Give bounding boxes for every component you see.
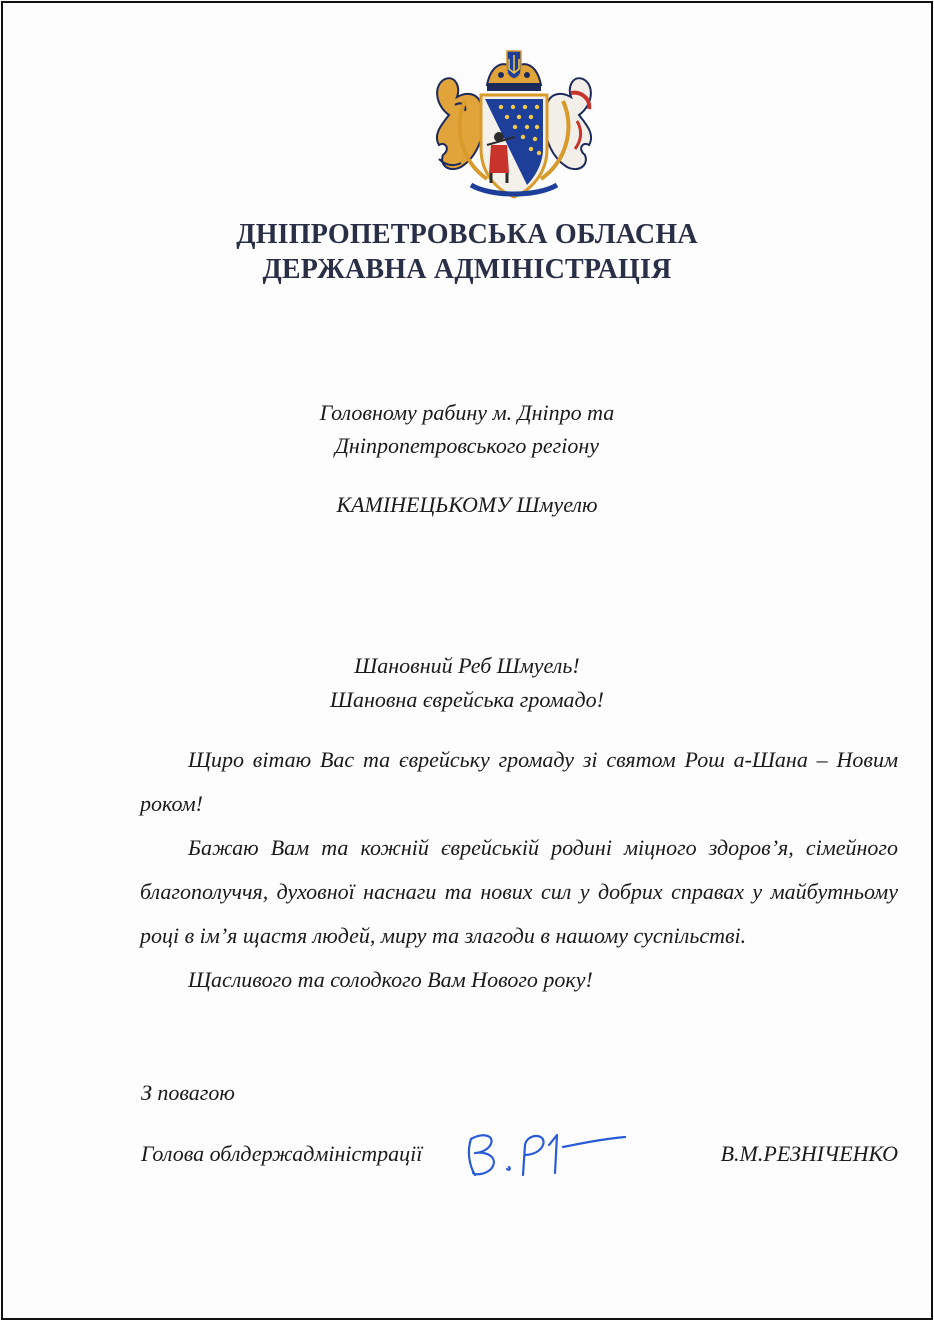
signer-role: Голова облдержадміністрації <box>141 1141 423 1166</box>
signer-name: В.М.РЕЗНІЧЕНКО <box>720 1141 898 1166</box>
addressee-title-line2: Дніпропетровського регіону <box>334 433 600 458</box>
signature-row <box>141 1141 898 1181</box>
organization-name-line1: ДНІПРОПЕТРОВСЬКА ОБЛАСНА <box>236 219 698 250</box>
letter-page <box>1 1 933 1320</box>
organization-name-line2: ДЕРЖАВНА АДМІНІСТРАЦІЯ <box>262 254 672 285</box>
body-paragraph-greeting: Щиро вітаю Вас та єврейську громаду зі святом Рош а-Шана – Новим роком! <box>140 747 898 816</box>
regards-line: З повагою <box>141 1080 235 1105</box>
letter-body <box>140 738 898 1002</box>
salutation-line1: Шановний Реб Шмуель! <box>354 653 580 678</box>
salutation <box>3 649 931 717</box>
addressee-block <box>3 396 931 462</box>
coat-of-arms-icon <box>431 45 597 203</box>
body-paragraph-closing-wish: Щасливого та солодкого Вам Нового року! <box>188 967 593 992</box>
body-paragraph-wishes: Бажаю Вам та кожній єврейській родині міцного здоров’я, сімейного благополуччя, духовної наснаги та нових сил у добрих справах у майбутньому році в ім’я щастя людей, миру та злагоди в нашому суспільстві. <box>140 835 898 948</box>
salutation-line2: Шановна єврейська громадо! <box>330 687 604 712</box>
addressee-title-line1: Головному рабину м. Дніпро та <box>319 400 615 425</box>
organization-name <box>3 217 931 287</box>
handwritten-signature-icon <box>463 1125 633 1181</box>
addressee-name: КАМІНЕЦЬКОМУ Шмуелю <box>336 492 598 517</box>
